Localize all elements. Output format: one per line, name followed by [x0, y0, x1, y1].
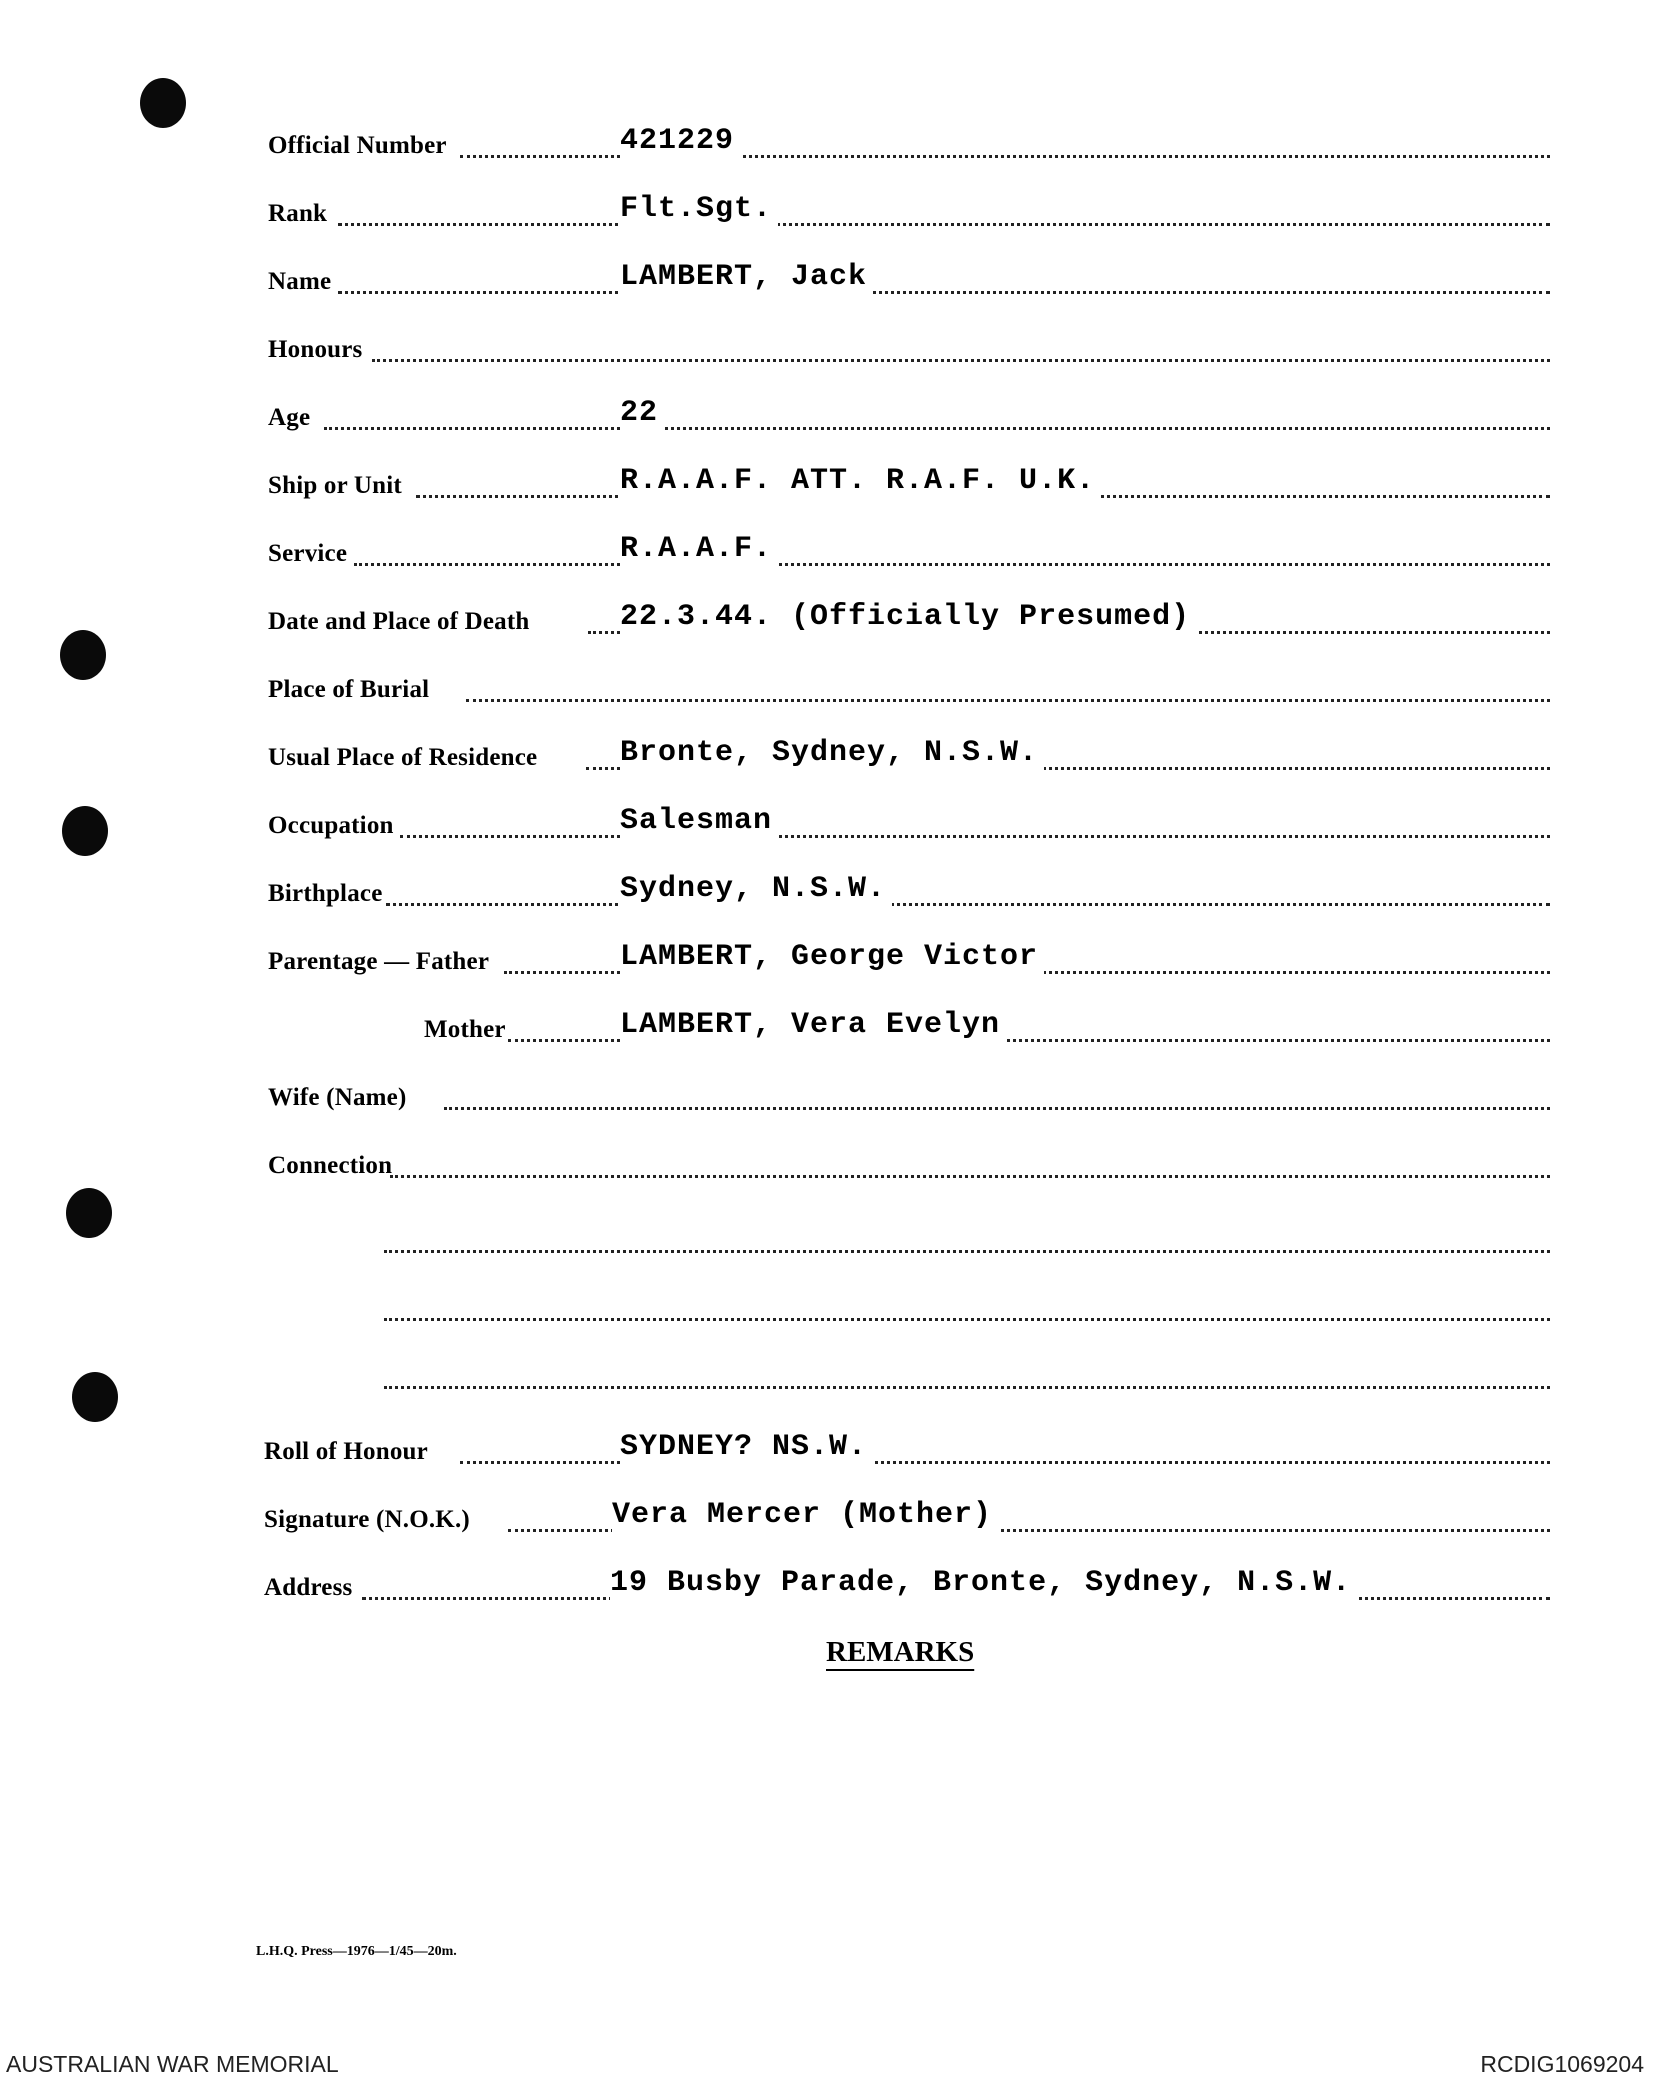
field-value: 19 Busby Parade, Bronte, Sydney, N.S.W. [610, 1566, 1357, 1600]
dotted-line [390, 1175, 1550, 1178]
field-label: Parentage — Father [268, 948, 490, 975]
field-label: Place of Burial [268, 676, 430, 703]
field-value: R.A.A.F. [620, 532, 778, 566]
field-label: Date and Place of Death [268, 608, 530, 635]
punch-hole [72, 1372, 118, 1422]
field-value: Sydney, N.S.W. [620, 872, 892, 906]
field-label: Ship or Unit [268, 472, 402, 499]
field-label: Roll of Honour [264, 1438, 428, 1465]
dotted-line [400, 835, 1550, 838]
field-occupation [0, 790, 1654, 850]
field-rank [0, 178, 1654, 238]
field-value: 22.3.44. (Officially Presumed) [620, 600, 1196, 634]
field-value: SYDNEY? NS.W. [620, 1430, 873, 1464]
dotted-line [444, 1107, 1550, 1110]
field-official-number [0, 110, 1654, 170]
punch-hole [66, 1188, 112, 1238]
blank-dotted-line [384, 1386, 1550, 1389]
field-value: Bronte, Sydney, N.S.W. [620, 736, 1044, 770]
field-signature-nok [0, 1484, 1654, 1544]
field-label: Signature (N.O.K.) [264, 1506, 470, 1533]
dotted-line [354, 563, 1550, 566]
field-label: Connection [268, 1152, 393, 1179]
field-name [0, 246, 1654, 306]
field-father [0, 926, 1654, 986]
field-value: Flt.Sgt. [620, 192, 778, 226]
field-usual-residence [0, 722, 1654, 782]
field-roll-of-honour [0, 1416, 1654, 1476]
field-label: Birthplace [268, 880, 383, 907]
dotted-line [338, 223, 1550, 226]
field-value: LAMBERT, Vera Evelyn [620, 1008, 1006, 1042]
field-value: 22 [620, 396, 664, 430]
field-label: Rank [268, 200, 328, 227]
field-mother [0, 994, 1654, 1054]
field-label: Wife (Name) [268, 1084, 407, 1111]
field-label: Usual Place of Residence [268, 744, 538, 771]
dotted-line [466, 699, 1550, 702]
field-honours [0, 314, 1654, 374]
footer-item-id: RCDIG1069204 [1480, 2051, 1644, 2077]
field-label: Age [268, 404, 311, 431]
field-connection [0, 1130, 1654, 1190]
field-wife-name [0, 1062, 1654, 1122]
field-value: LAMBERT, George Victor [620, 940, 1044, 974]
field-place-of-burial [0, 654, 1654, 714]
field-address [0, 1552, 1654, 1612]
field-label: Occupation [268, 812, 394, 839]
footer-archive-name: AUSTRALIAN WAR MEMORIAL [6, 2051, 339, 2077]
field-birthplace [0, 858, 1654, 918]
field-label: Address [264, 1574, 353, 1601]
field-value: Salesman [620, 804, 778, 838]
dotted-line [324, 427, 1550, 430]
field-label: Honours [268, 336, 363, 363]
field-label: Official Number [268, 132, 447, 159]
printer-imprint: L.H.Q. Press—1976—1/45—20m. [256, 1944, 457, 1959]
field-value: LAMBERT, Jack [620, 260, 873, 294]
field-ship-or-unit [0, 450, 1654, 510]
field-date-place-of-death [0, 586, 1654, 646]
field-label: Name [268, 268, 332, 295]
field-value: 421229 [620, 124, 740, 158]
field-label: Service [268, 540, 348, 567]
field-label: Mother [424, 1016, 506, 1043]
blank-dotted-line [384, 1250, 1550, 1253]
field-value: Vera Mercer (Mother) [612, 1498, 998, 1532]
dotted-line [338, 291, 1550, 294]
dotted-line [372, 359, 1550, 362]
field-value: R.A.A.F. ATT. R.A.F. U.K. [620, 464, 1101, 498]
field-service [0, 518, 1654, 578]
dotted-line [386, 903, 1550, 906]
remarks-heading: REMARKS [826, 1636, 975, 1668]
field-age [0, 382, 1654, 442]
blank-dotted-line [384, 1318, 1550, 1321]
